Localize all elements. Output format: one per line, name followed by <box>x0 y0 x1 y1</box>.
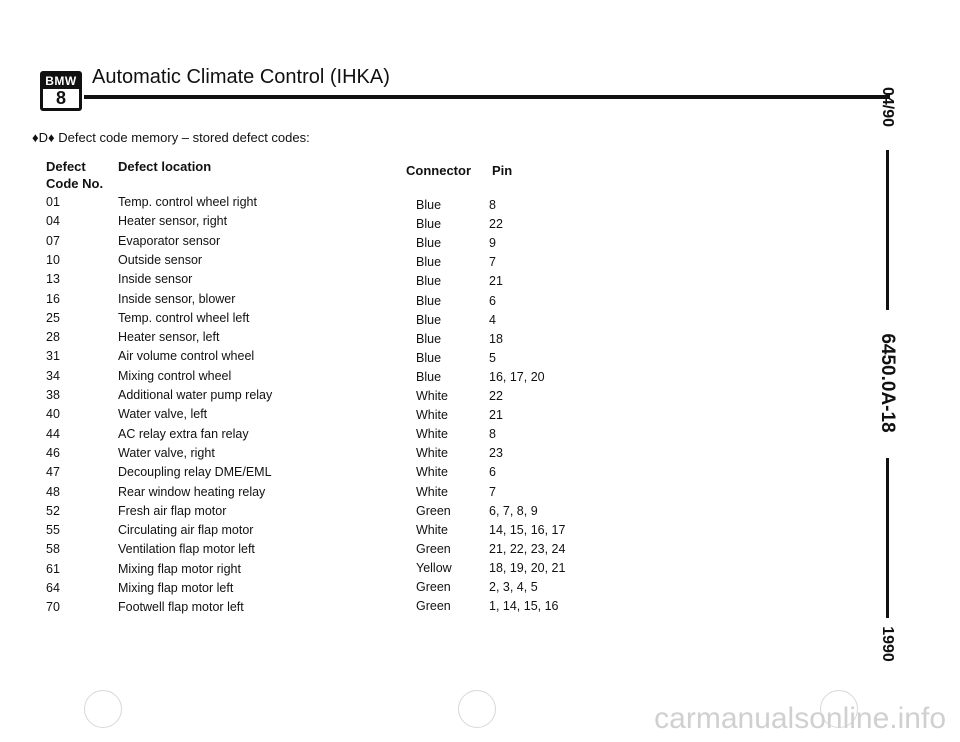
defect-code: 40 <box>46 407 60 422</box>
defect-code: 04 <box>46 214 60 229</box>
defect-code: 44 <box>46 426 60 441</box>
defect-code: 13 <box>46 272 60 287</box>
defect-code: 31 <box>46 349 60 364</box>
defect-code: 55 <box>46 523 60 538</box>
defect-location: Fresh air flap motor <box>118 503 227 518</box>
pin-numbers: 4 <box>489 312 496 327</box>
page-title: Automatic Climate Control (IHKA) <box>92 66 390 88</box>
connector-color: White <box>416 427 448 442</box>
bmw-8-logo <box>40 71 82 111</box>
header-location: Defect location <box>118 159 212 174</box>
pin-numbers: 2, 3, 4, 5 <box>489 580 538 594</box>
margin-rule-2 <box>886 458 889 618</box>
margin-page-number: 6450.0A-18 <box>877 333 898 433</box>
defect-code: 64 <box>46 581 60 595</box>
pin-numbers: 8 <box>489 427 496 442</box>
connector-color: Blue <box>416 217 442 232</box>
pin-numbers: 18, 19, 20, 21 <box>489 560 566 575</box>
connector-color: Green <box>416 503 451 518</box>
connector-color: Blue <box>416 331 442 346</box>
defect-location: Evaporator sensor <box>118 233 221 248</box>
pin-numbers: 8 <box>489 198 496 212</box>
defect-location: Inside sensor, blower <box>118 291 236 306</box>
defect-location: Outside sensor <box>118 252 203 267</box>
margin-date: 04/90 <box>879 86 896 128</box>
logo-brand: BMW <box>43 74 79 89</box>
connector-color: Blue <box>416 369 442 384</box>
binder-hole-left <box>84 690 122 728</box>
defect-location: Mixing flap motor left <box>118 581 234 595</box>
defect-location: Circulating air flap motor <box>118 523 254 538</box>
header-connector: Connector <box>406 163 471 178</box>
margin-year: 1990 <box>879 626 896 662</box>
margin-rule-1 <box>886 150 889 310</box>
connector-color: Blue <box>416 274 442 289</box>
connector-color: Blue <box>416 236 442 251</box>
pin-numbers: 21 <box>489 274 503 289</box>
connector-color: White <box>416 465 448 480</box>
defect-location: Ventilation flap motor left <box>118 542 255 557</box>
defect-location: Heater sensor, right <box>118 214 228 229</box>
defect-code: 01 <box>46 195 60 209</box>
defect-location: AC relay extra fan relay <box>118 426 249 441</box>
defect-location: Temp. control wheel left <box>118 310 250 325</box>
connector-color: White <box>416 389 448 403</box>
pin-numbers: 6, 7, 8, 9 <box>489 503 538 518</box>
connector-color: Blue <box>416 198 442 212</box>
logo-series: 8 <box>55 88 66 108</box>
defect-location: Decoupling relay DME/EML <box>118 465 272 480</box>
defect-code: 16 <box>46 291 60 306</box>
defect-code: 38 <box>46 388 60 402</box>
watermark: carmanualsonline.info <box>654 702 946 735</box>
defect-location: Heater sensor, left <box>118 330 220 345</box>
pin-numbers: 6 <box>489 293 496 308</box>
connector-color: White <box>416 446 448 461</box>
pin-numbers: 5 <box>489 350 496 365</box>
defect-code: 34 <box>46 368 60 383</box>
pin-numbers: 1, 14, 15, 16 <box>489 599 559 614</box>
defect-code: 10 <box>46 252 60 267</box>
defect-code: 28 <box>46 330 60 345</box>
connector-color: Green <box>416 580 451 594</box>
defect-code: 70 <box>46 600 60 615</box>
connector-color: Blue <box>416 312 442 327</box>
defect-location: Mixing flap motor right <box>118 561 241 576</box>
defect-location: Temp. control wheel right <box>118 195 257 209</box>
pin-numbers: 21 <box>489 408 503 423</box>
defect-location: Water valve, left <box>118 407 208 422</box>
pin-numbers: 18 <box>489 331 503 346</box>
pin-numbers: 6 <box>489 465 496 480</box>
defect-code: 58 <box>46 542 60 557</box>
defect-location: Water valve, right <box>118 445 215 460</box>
pin-numbers: 23 <box>489 446 503 461</box>
defect-code: 61 <box>46 561 60 576</box>
defect-location: Air volume control wheel <box>118 349 255 364</box>
defect-code: 52 <box>46 503 60 518</box>
defect-code: 46 <box>46 445 60 460</box>
defect-location: Footwell flap motor left <box>118 600 244 615</box>
defect-location: Inside sensor <box>118 272 193 287</box>
defect-location: Rear window heating relay <box>118 484 266 499</box>
header-pin: Pin <box>492 163 513 178</box>
defect-location: Mixing control wheel <box>118 368 232 383</box>
defect-code: 47 <box>46 465 60 480</box>
connector-color: Yellow <box>416 560 452 575</box>
pin-numbers: 7 <box>489 255 496 270</box>
connector-color: Green <box>416 541 451 556</box>
pin-numbers: 16, 17, 20 <box>489 369 545 384</box>
defect-code: 25 <box>46 310 60 325</box>
defect-location: Additional water pump relay <box>118 388 273 402</box>
header-code: Defect Code No. <box>46 159 104 191</box>
header-rule <box>84 95 890 99</box>
connector-color: Blue <box>416 293 442 308</box>
defect-code: 48 <box>46 484 60 499</box>
pin-numbers: 22 <box>489 217 503 232</box>
connector-color: Blue <box>416 255 442 270</box>
pin-numbers: 14, 15, 16, 17 <box>489 522 566 537</box>
connector-color: White <box>416 522 448 537</box>
pin-numbers: 9 <box>489 236 496 251</box>
pin-numbers: 7 <box>489 484 496 499</box>
pin-numbers: 21, 22, 23, 24 <box>489 541 566 556</box>
connector-color: White <box>416 484 448 499</box>
defect-code: 07 <box>46 233 60 248</box>
pin-numbers: 22 <box>489 389 503 403</box>
section-subtitle: ♦D♦ Defect code memory – stored defect codes: <box>32 130 310 145</box>
connector-color: White <box>416 408 448 423</box>
binder-hole-center <box>458 690 496 728</box>
connector-color: Green <box>416 599 451 614</box>
connector-color: Blue <box>416 350 442 365</box>
